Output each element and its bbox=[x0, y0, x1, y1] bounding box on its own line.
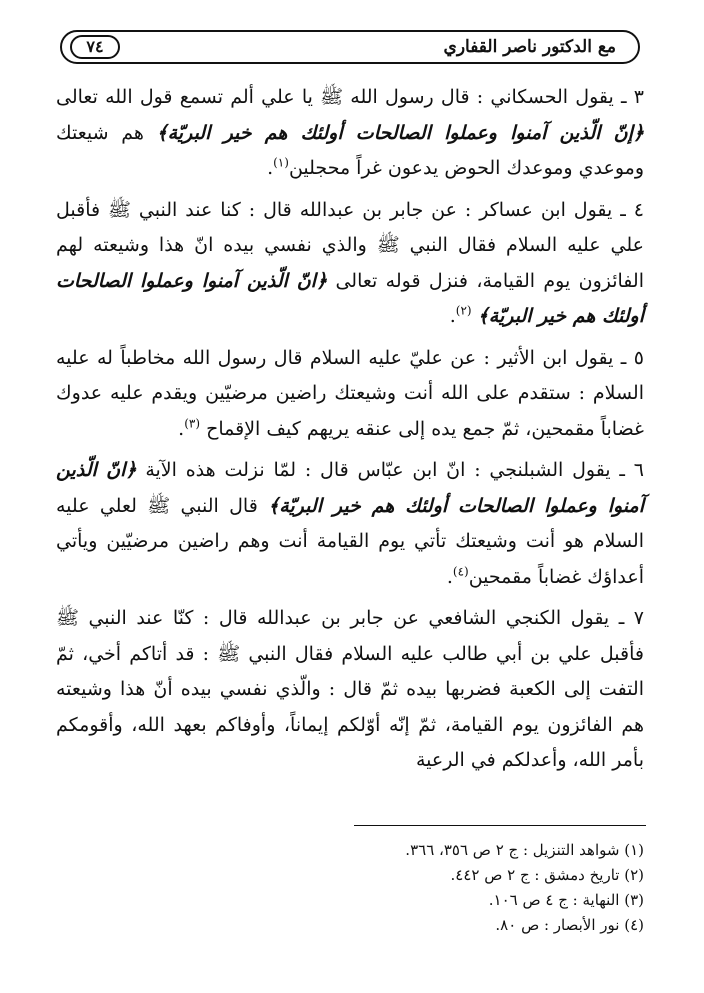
quran-quote: ﴿إنّ الّذين آمنوا وعملوا الصالحات أولئك هم خير البريّة﴾ bbox=[156, 121, 644, 144]
footnote-ref: (٢) bbox=[455, 303, 472, 318]
footnote: (٢) تاريخ دمشق : ج ٢ ص ٤٤٢. bbox=[450, 866, 644, 884]
footnote: (١) شواهد التنزيل : ج ٢ ص ٣٥٦، ٣٦٦. bbox=[405, 841, 644, 859]
paragraph-3: ٣ ـ يقول الحسكاني : قال رسول الله ﷺ يا علي ألم تسمع قول الله تعالى ﴿إنّ الّذين آمنوا وعملوا الصالحات أولئك هم خير البريّة﴾ هم شيعتك وموعدي وموعدك الحوض يدعون غراً محجلين$^{(١)}$. bbox=[56, 86, 644, 179]
footnote-divider bbox=[354, 825, 646, 826]
paragraph-5: ٥ ـ يقول ابن الأثير : عن عليّ عليه السلام قال رسول الله مخاطباً له عليه السلام : ستقدم على الله أنت وشيعتك راضين مرضيّين ويقدم عليه عدوك غضاباً مقمحين، ثمّ جمع يده إلى عنقه يريهم كيف الإقماح $^{(٣)}$. bbox=[56, 346, 644, 440]
paragraph-4: ٤ ـ يقول ابن عساكر : عن جابر بن عبدالله قال : كنا عند النبي ﷺ فأقبل علي عليه السلام فقال النبي ﷺ والذي نفسي بيده انّ هذا وشيعته لهم الفائزون يوم القيامة، فنزل قوله تعالى ﴿انّ الّذين آمنوا وعملوا الصالحات أولئك هم خير البريّة﴾ $^{(٢)}$. bbox=[56, 198, 644, 327]
main-text bbox=[56, 80, 644, 785]
paragraph-6: ٦ ـ يقول الشبلنجي : انّ ابن عبّاس قال : لمّا نزلت هذه الآية ﴿انّ الّذين آمنوا وعملوا الصالحات أولئك هم خير البريّة﴾ قال النبي ﷺ لعلي عليه السلام هو أنت وشيعتك تأتي يوم القيامة أنت وهم راضين مرضيّين ويأتي أعداؤك غضاباً مقمحين$^{(٤)}$. bbox=[56, 459, 644, 588]
page-number: ٧٤ bbox=[70, 35, 120, 59]
running-header bbox=[60, 30, 640, 64]
paragraph-7: ٧ ـ يقول الكنجي الشافعي عن جابر بن عبدالله قال : كنّا عند النبي ﷺ فأقبل علي بن أبي طالب عليه السلام فقال النبي ﷺ : قد أتاكم أخي، ثمّ التفت إلى الكعبة فضربها بيده ثمّ قال : والّذي نفسي بيده أنّ هذا وشيعته هم الفائزون يوم القيامة، ثمّ إنّه أوّلكم إيماناً، وأوفاكم بعهد الله، وأقومكم بأمر الله، وأعدلكم في الرعية bbox=[56, 607, 644, 771]
footnote-ref: (١) bbox=[273, 155, 289, 170]
quran-quote: ﴿انّ الّذين آمنوا وعملوا الصالحات أولئك هم خير البريّة﴾ bbox=[56, 269, 644, 327]
footnote-ref: (٣) bbox=[184, 416, 201, 431]
footnote: (٣) النهاية : ج ٤ ص ١٠٦. bbox=[488, 891, 644, 909]
running-title: مع الدكتور ناصر القفاري bbox=[443, 37, 616, 57]
quran-quote: ﴿انّ الّذين آمنوا وعملوا الصالحات أولئك هم خير البريّة﴾ bbox=[56, 459, 644, 517]
footnote: (٤) نور الأبصار : ص ٨٠. bbox=[495, 916, 644, 934]
footnotes bbox=[244, 838, 644, 938]
footnote-ref: (٤) bbox=[452, 564, 469, 579]
